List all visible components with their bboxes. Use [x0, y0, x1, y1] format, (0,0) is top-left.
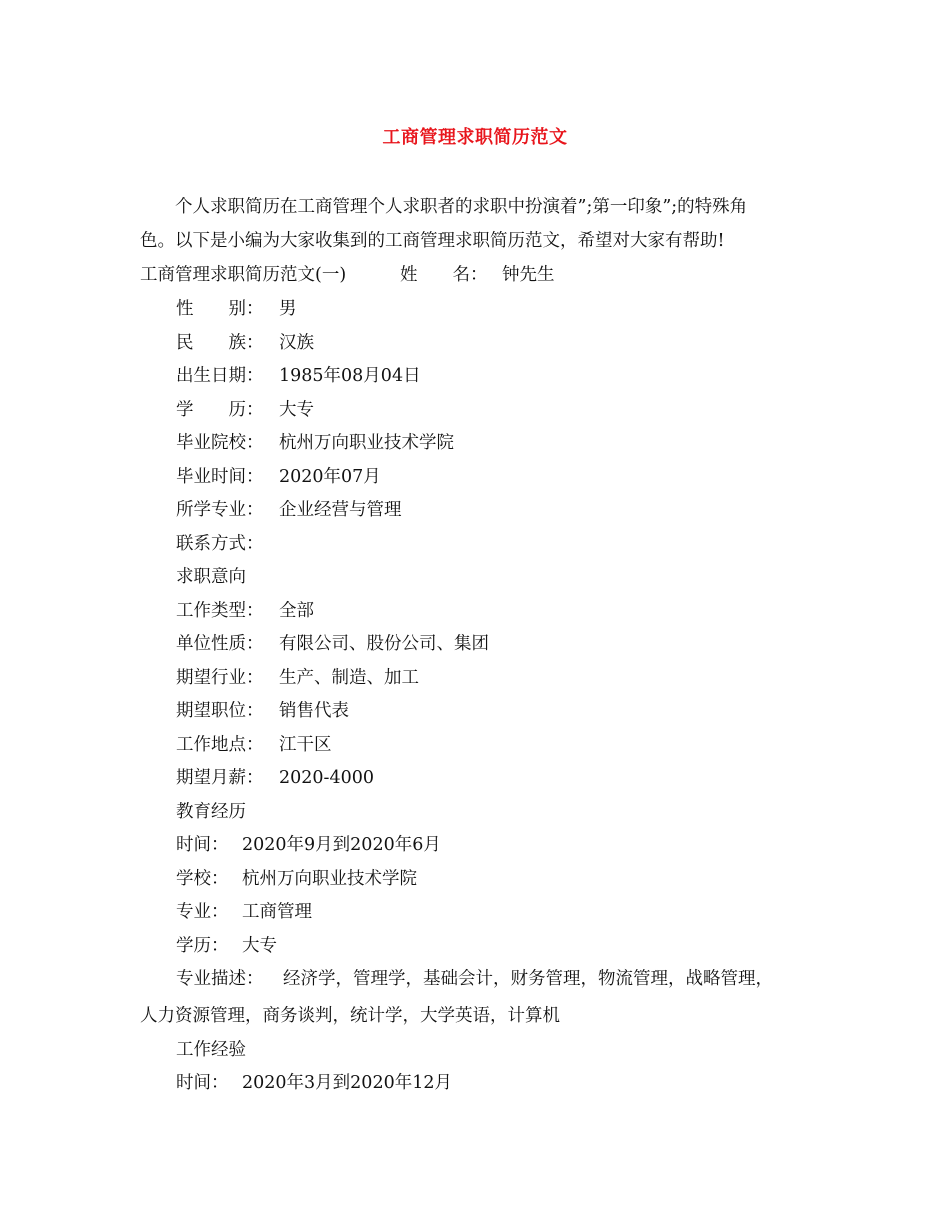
intro-line-2: 色。以下是小编为大家收集到的工商管理求职简历范文，希望对大家有帮助! [140, 231, 725, 251]
work-time-label: 时间： [176, 1073, 229, 1093]
major-desc-line-2: 人力资源管理，商务谈判，统计学，大学英语，计算机 [140, 1006, 560, 1026]
name-value: 钟先生 [502, 265, 555, 285]
intro-line-1: 个人求职简历在工商管理个人求职者的求职中扮演着”;第一印象”;的特殊角 [175, 197, 748, 217]
work-heading: 工作经验 [176, 1040, 246, 1060]
birthdate-label: 出生日期： [176, 366, 264, 386]
salary-label: 期望月薪： [176, 768, 264, 788]
industry-label: 期望行业： [176, 668, 264, 688]
edu-school-value: 杭州万向职业技术学院 [242, 869, 417, 889]
edu-degree-value: 大专 [242, 936, 277, 956]
birthdate-value: 1985年08月04日 [279, 366, 421, 386]
edu-major-value: 工商管理 [242, 902, 312, 922]
position-value: 销售代表 [279, 701, 349, 721]
location-value: 江干区 [279, 735, 332, 755]
job-type-value: 全部 [279, 601, 314, 621]
ethnicity-label: 民 族： [176, 333, 264, 353]
major-label: 所学专业： [176, 500, 264, 520]
company-type-label: 单位性质： [176, 634, 264, 654]
graduation-label: 毕业时间： [176, 467, 264, 487]
degree-label: 学 历： [176, 400, 264, 420]
industry-value: 生产、制造、加工 [279, 668, 419, 688]
edu-school-label: 学校： [176, 869, 229, 889]
edu-degree-label: 学历： [176, 936, 229, 956]
degree-value: 大专 [279, 400, 314, 420]
company-type-value: 有限公司、股份公司、集团 [279, 634, 489, 654]
ethnicity-value: 汉族 [279, 333, 314, 353]
sample-heading: 工商管理求职简历范文(一) [140, 265, 347, 285]
school-value: 杭州万向职业技术学院 [279, 433, 454, 453]
salary-value: 2020-4000 [279, 768, 374, 788]
education-heading: 教育经历 [176, 802, 246, 822]
intent-heading: 求职意向 [176, 567, 246, 587]
gender-value: 男 [279, 299, 297, 319]
edu-major-label: 专业： [176, 902, 229, 922]
major-value: 企业经营与管理 [279, 500, 402, 520]
contact-label: 联系方式： [176, 534, 264, 554]
gender-label: 性 别： [176, 299, 264, 319]
work-time-value: 2020年3月到2020年12月 [242, 1073, 452, 1093]
position-label: 期望职位： [176, 701, 264, 721]
document-title: 工商管理求职简历范文 [382, 127, 568, 148]
name-label: 姓 名： [400, 265, 488, 285]
graduation-value: 2020年07月 [279, 467, 381, 487]
edu-time-value: 2020年9月到2020年6月 [242, 835, 441, 855]
major-desc-label: 专业描述： [176, 969, 264, 989]
location-label: 工作地点： [176, 735, 264, 755]
job-type-label: 工作类型： [176, 601, 264, 621]
major-desc-line-1: 经济学，管理学，基础会计，财务管理，物流管理，战略管理， [283, 969, 773, 989]
edu-time-label: 时间： [176, 835, 229, 855]
school-label: 毕业院校： [176, 433, 264, 453]
